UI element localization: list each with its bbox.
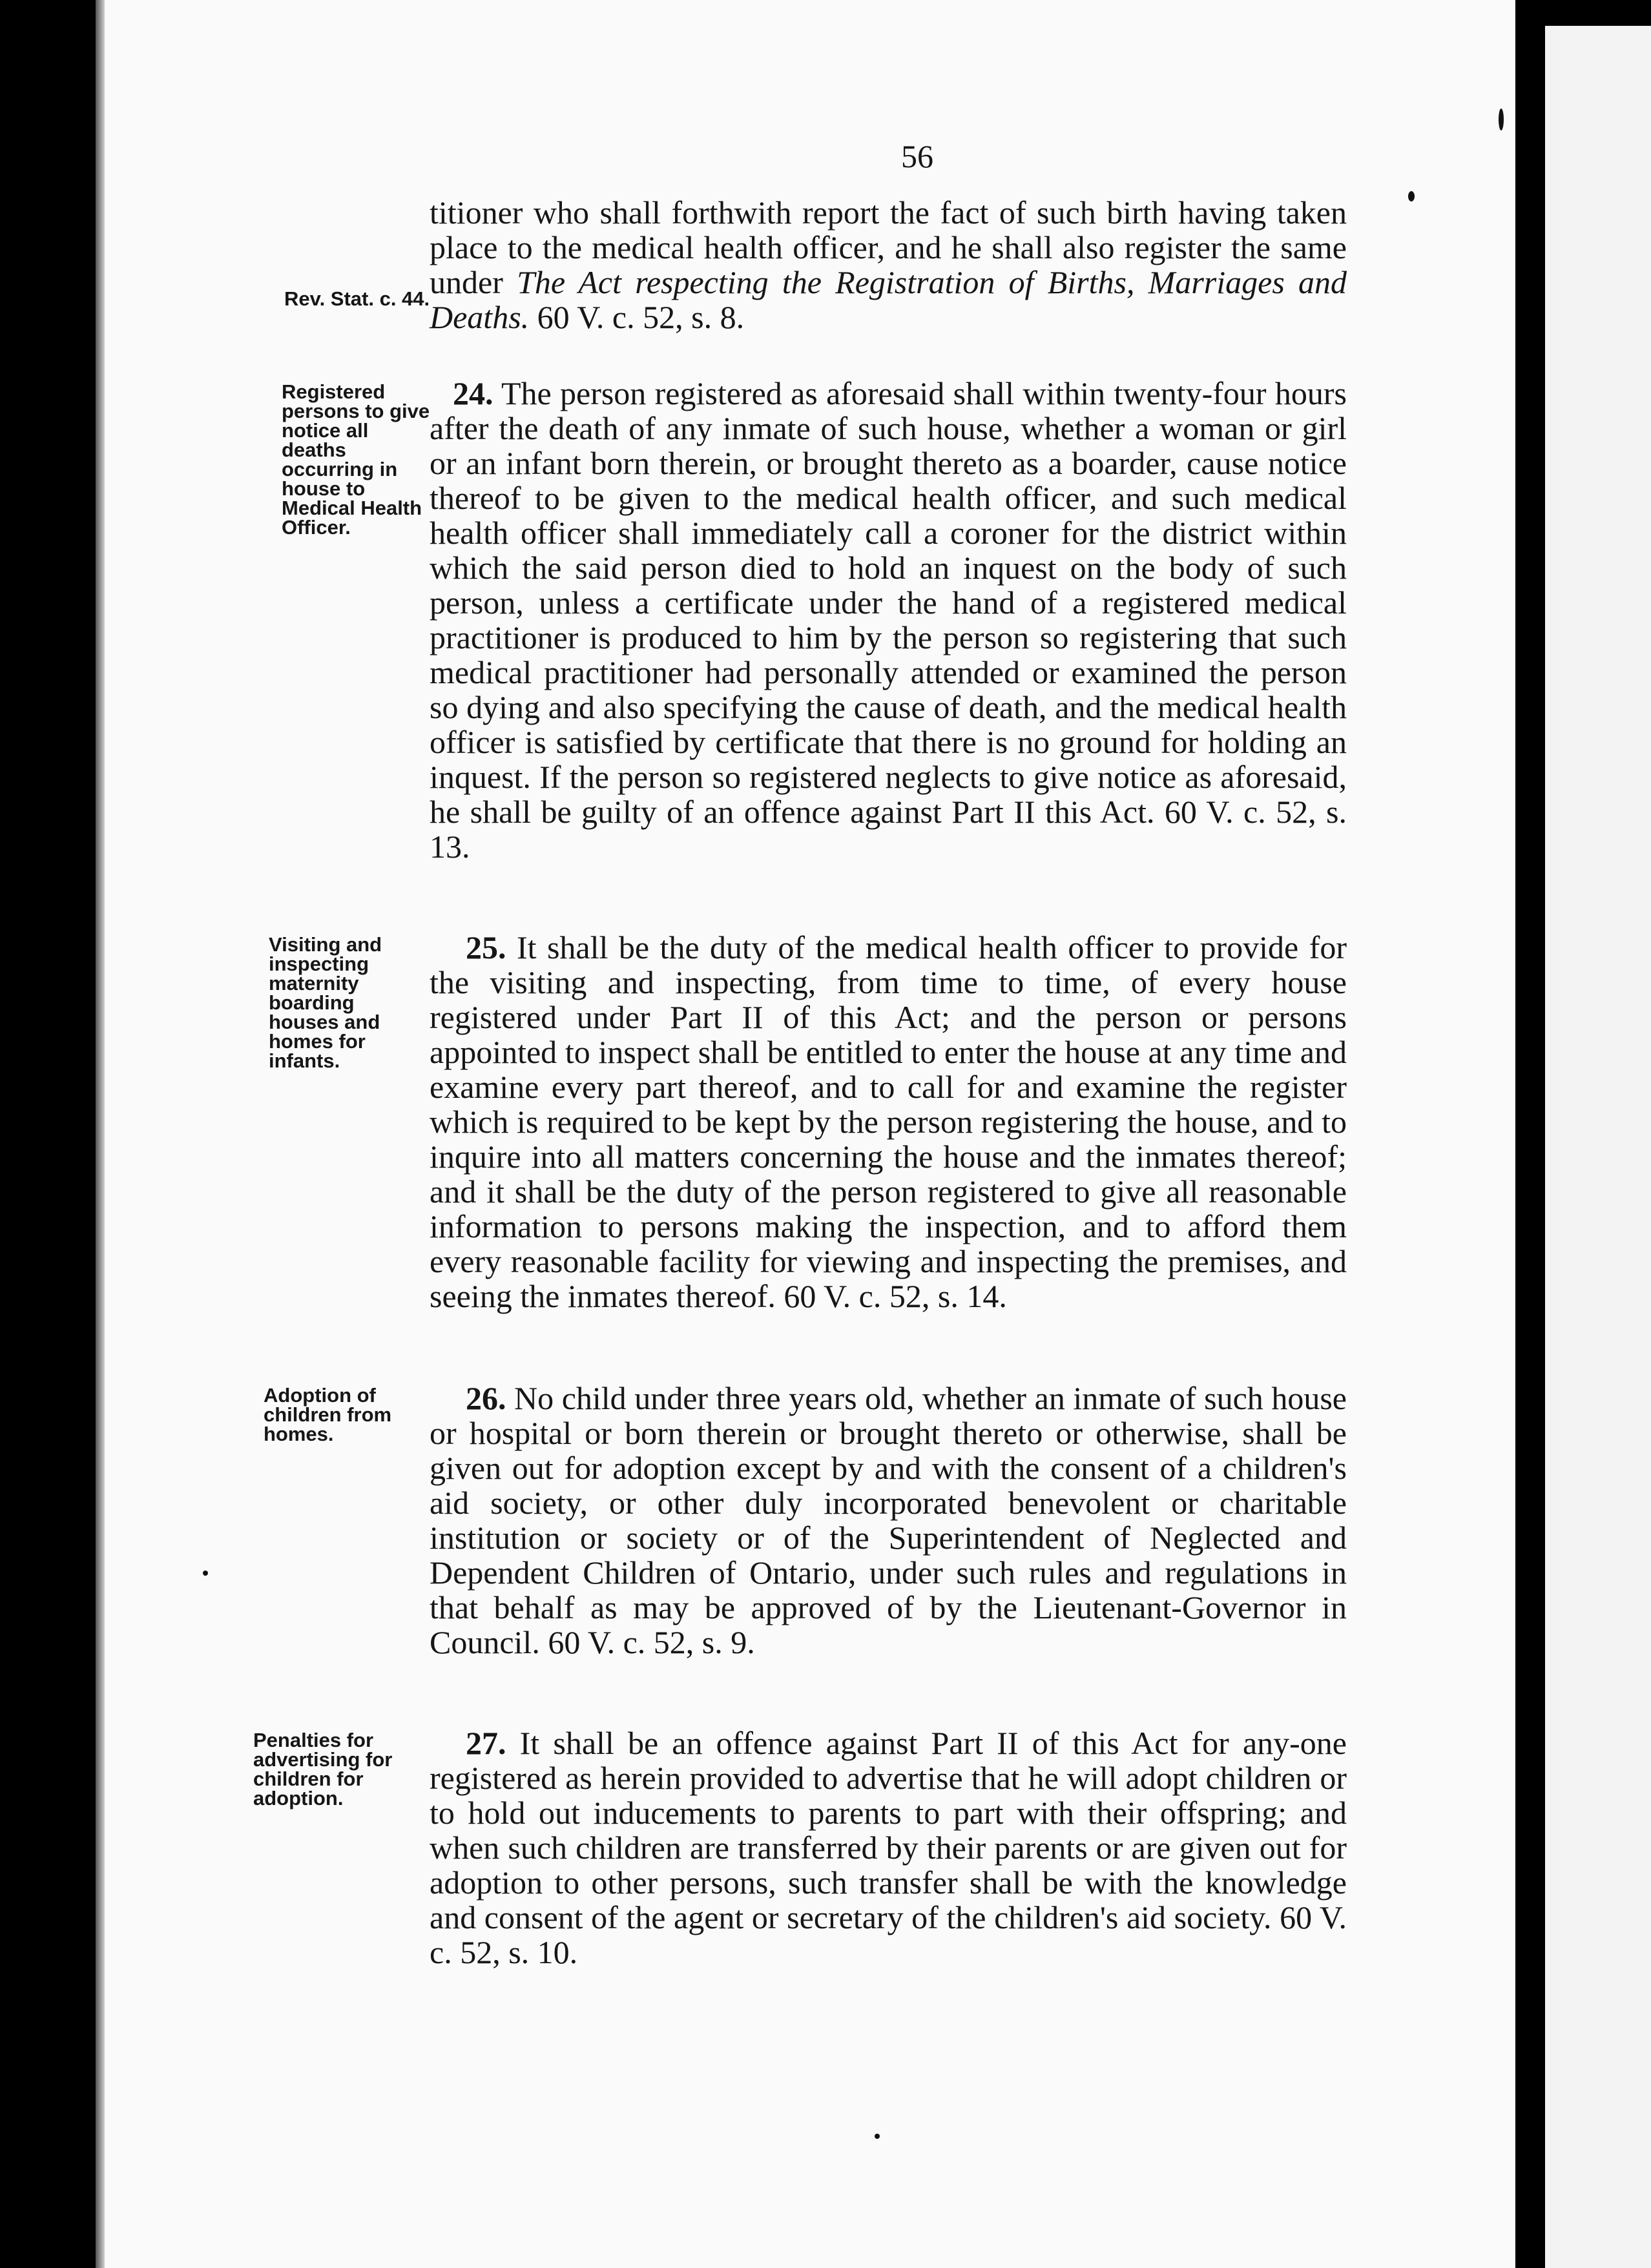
act-title: The Act respecting the Registration of Births, Marriages and Deaths. <box>430 264 1347 335</box>
section-27-citation: 60 V. c. 52, s. 10. <box>430 1899 1347 1970</box>
section-27-text: It shall be an offence against Part II of this Act for any-one registered as herein provided to advertise that he will adopt children or to hold out inducements to parents to part with their offspring; and when such children are transferred by their parents or are given out for adoption to other persons, such transfer shall be with the knowledge and consent of the agent or secretary of the children's aid society. <box>430 1725 1347 1935</box>
margin-note-section-27: Penalties for advertising for children for adoption. <box>253 1729 393 1809</box>
section-27-paragraph <box>430 1726 1347 1970</box>
section-26-citation: 60 V. c. 52, s. 9. <box>548 1624 755 1660</box>
continuation-citation: 60 V. c. 52, s. 8. <box>537 299 745 335</box>
section-24-text: The person registered as aforesaid shall within twenty-four hours after the death of any inmate of such house, whether a woman or girl or an infant born therein, or brought thereto as a boarder, cause notice thereof to be given to the medical health officer, and such medical health officer shall immediately call a coroner for the district within which the said person died to hold an inquest on the body of such person, unless a certificate under the hand of a registered medical practitioner is produced to him by the person so registering that such medical practitioner had personally attended or examined the person so dying and also specifying the cause of death, and the medical health officer is satisfied by certificate that there is no ground for holding an inquest. If the person so registered neglects to give notice as aforesaid, he shall be guilty of an offence against Part II this Act. <box>430 375 1347 830</box>
section-24-citation: 60 V. c. 52, s. 13. <box>430 794 1347 865</box>
margin-note-rev-stat: Rev. Stat. c. 44. <box>284 287 430 310</box>
section-27-number: 27. <box>466 1725 506 1761</box>
section-25-number: 25. <box>466 929 506 965</box>
scan-speck <box>875 2134 880 2139</box>
section-26-paragraph <box>430 1381 1347 1660</box>
continuation-paragraph <box>430 195 1347 335</box>
section-25-paragraph <box>430 930 1347 1314</box>
page-number: 56 <box>901 138 933 174</box>
section-25-text: It shall be the duty of the medical health officer to provide for the visiting and inspecting, from time to time, of every house registered under Part II of this Act; and the person or persons appointed to inspect shall be entitled to enter the house at any time and examine every part thereof, and to call for and examine the register which is required to be kept by the person registering the house, and to inquire into all matters concerning the house and the inmates thereof; and it shall be the duty of the person registered to give all reasonable information to persons making the inspection, and to afford them every reasonable facility for viewing and inspecting the premises, and seeing the inmates thereof. <box>430 929 1347 1314</box>
facing-page-edge <box>1545 26 1651 2268</box>
margin-note-section-26: Adoption of children from homes. <box>264 1384 392 1445</box>
binding-shadow <box>96 0 105 2268</box>
scan-speck <box>1499 108 1504 130</box>
margin-note-section-25: Visiting and inspecting maternity boarding houses and homes for infants. <box>269 933 382 1072</box>
section-26-number: 26. <box>466 1380 506 1416</box>
continuation-text: titioner who shall forthwith report the fact of such birth having taken place to the medical health officer, and he shall also register the same under <box>430 194 1347 300</box>
section-24-paragraph <box>430 376 1347 864</box>
scan-speck <box>1408 191 1415 201</box>
margin-note-section-24: Registered persons to give notice all deaths occurring in house to Medical Health Officer. <box>282 380 430 539</box>
scan-speck <box>203 1571 208 1576</box>
section-25-citation: 60 V. c. 52, s. 14. <box>784 1278 1007 1314</box>
section-26-text: No child under three years old, whether an inmate of such house or hospital or born therein or brought thereto or otherwise, shall be given out for adoption except by and with the consent of a children's aid society, or other duly incorporated benevolent or charitable institution or society or of the Superintendent of Neglected and Dependent Children of Ontario, under such rules and regulations in that behalf as may be approved of by the Lieutenant-Governor in Council. <box>430 1380 1347 1660</box>
section-24-number: 24. <box>453 375 493 411</box>
